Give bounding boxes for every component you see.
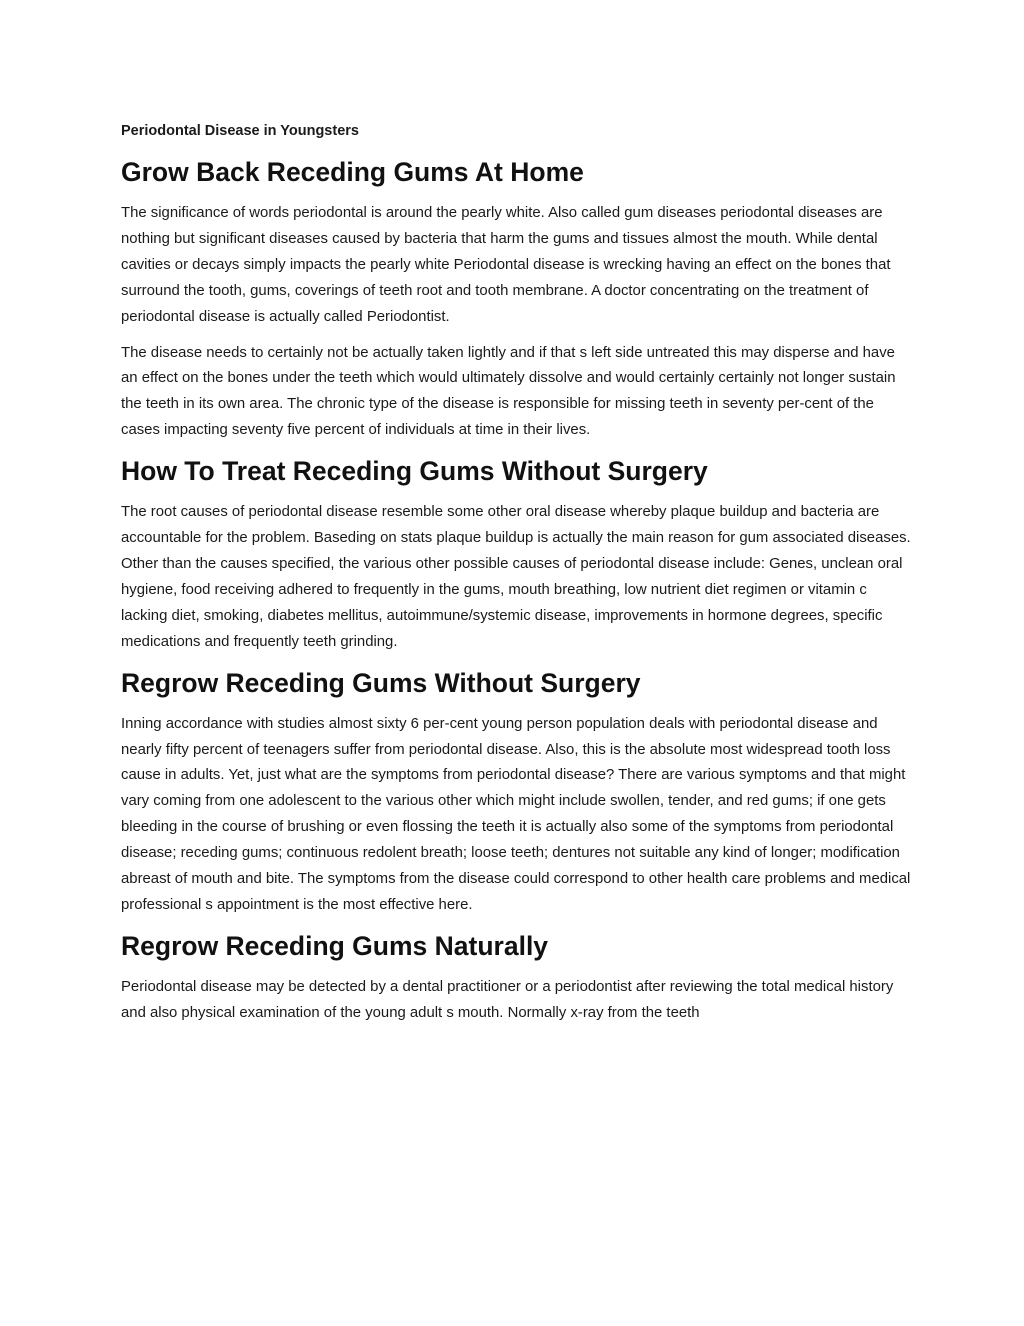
paragraph: The disease needs to certainly not be actually taken lightly and if that s left side untreated this may disperse and have an effect on the bones under the teeth which would ultimately dissolve and would certainly certainly not longer sustain the teeth in its own area. The chronic type of the disease is responsible for missing teeth in seventy per-cent of the cases impacting seventy five percent of individuals at time in their lives. [121, 344, 896, 439]
section-heading: Regrow Receding Gums Without Surgery [121, 667, 641, 698]
paragraph: The root causes of periodontal disease resemble some other oral disease whereby plaque buildup and bacteria are accountable for the problem. Baseding on stats plaque buildup is actually the main reason for gum associated diseases. Other than the causes specified, the various other possible causes of periodontal disease include: Genes, unclean oral hygiene, food receiving adhered to frequently in the gums, mouth breathing, low nutrient diet regimen or vitamin c lacking diet, smoking, diabetes mellitus, autoimmune/systemic disease, improvements in hormone degrees, specific medications and frequently teeth grinding. [121, 504, 911, 650]
section-regrow-without-surgery [121, 666, 911, 919]
section-heading: How To Treat Receding Gums Without Surgery [121, 456, 708, 487]
paragraph: Inning accordance with studies almost sixty 6 per-cent young person population deals with periodontal disease and nearly fifty percent of teenagers suffer from periodontal disease. Also, this is the absolute most widespread tooth loss cause in adults. Yet, just what are the symptoms from periodontal disease? There are various symptoms and that might vary coming from one adolescent to the various other which might include swollen, tender, and red gums; if one gets bleeding in the course of brushing or even flossing the teeth it is actually also some of the symptoms from periodontal disease; receding gums; continuous redolent breath; loose teeth; dentures not suitable any kind of longer; modification abreast of mouth and bite. The symptoms from the disease could correspond to other health care problems and medical professional s appointment is the most effective here. [121, 715, 911, 913]
paragraph: Periodontal disease may be detected by a dental practitioner or a periodontist after reviewing the total medical history and also physical examination of the young adult s mouth. Normally x-ray from the teeth [121, 978, 894, 1021]
document-page [121, 121, 911, 1037]
section-treat-without-surgery [121, 454, 911, 655]
section-regrow-naturally [121, 929, 911, 1027]
section-heading: Grow Back Receding Gums At Home [121, 157, 584, 187]
document-kicker: Periodontal Disease in Youngsters [121, 123, 359, 139]
paragraph: The significance of words periodontal is around the pearly white. Also called gum diseases periodontal diseases are nothing but significant diseases caused by bacteria that harm the gums and tissues almost the mouth. While dental cavities or decays simply impacts the pearly white Periodontal disease is wrecking having an effect on the bones that surround the tooth, gums, coverings of teeth root and tooth membrane. A doctor concentrating on the treatment of periodontal disease is actually called Periodontist. [121, 205, 891, 325]
section-grow-back [121, 155, 911, 444]
section-heading: Regrow Receding Gums Naturally [121, 930, 549, 961]
